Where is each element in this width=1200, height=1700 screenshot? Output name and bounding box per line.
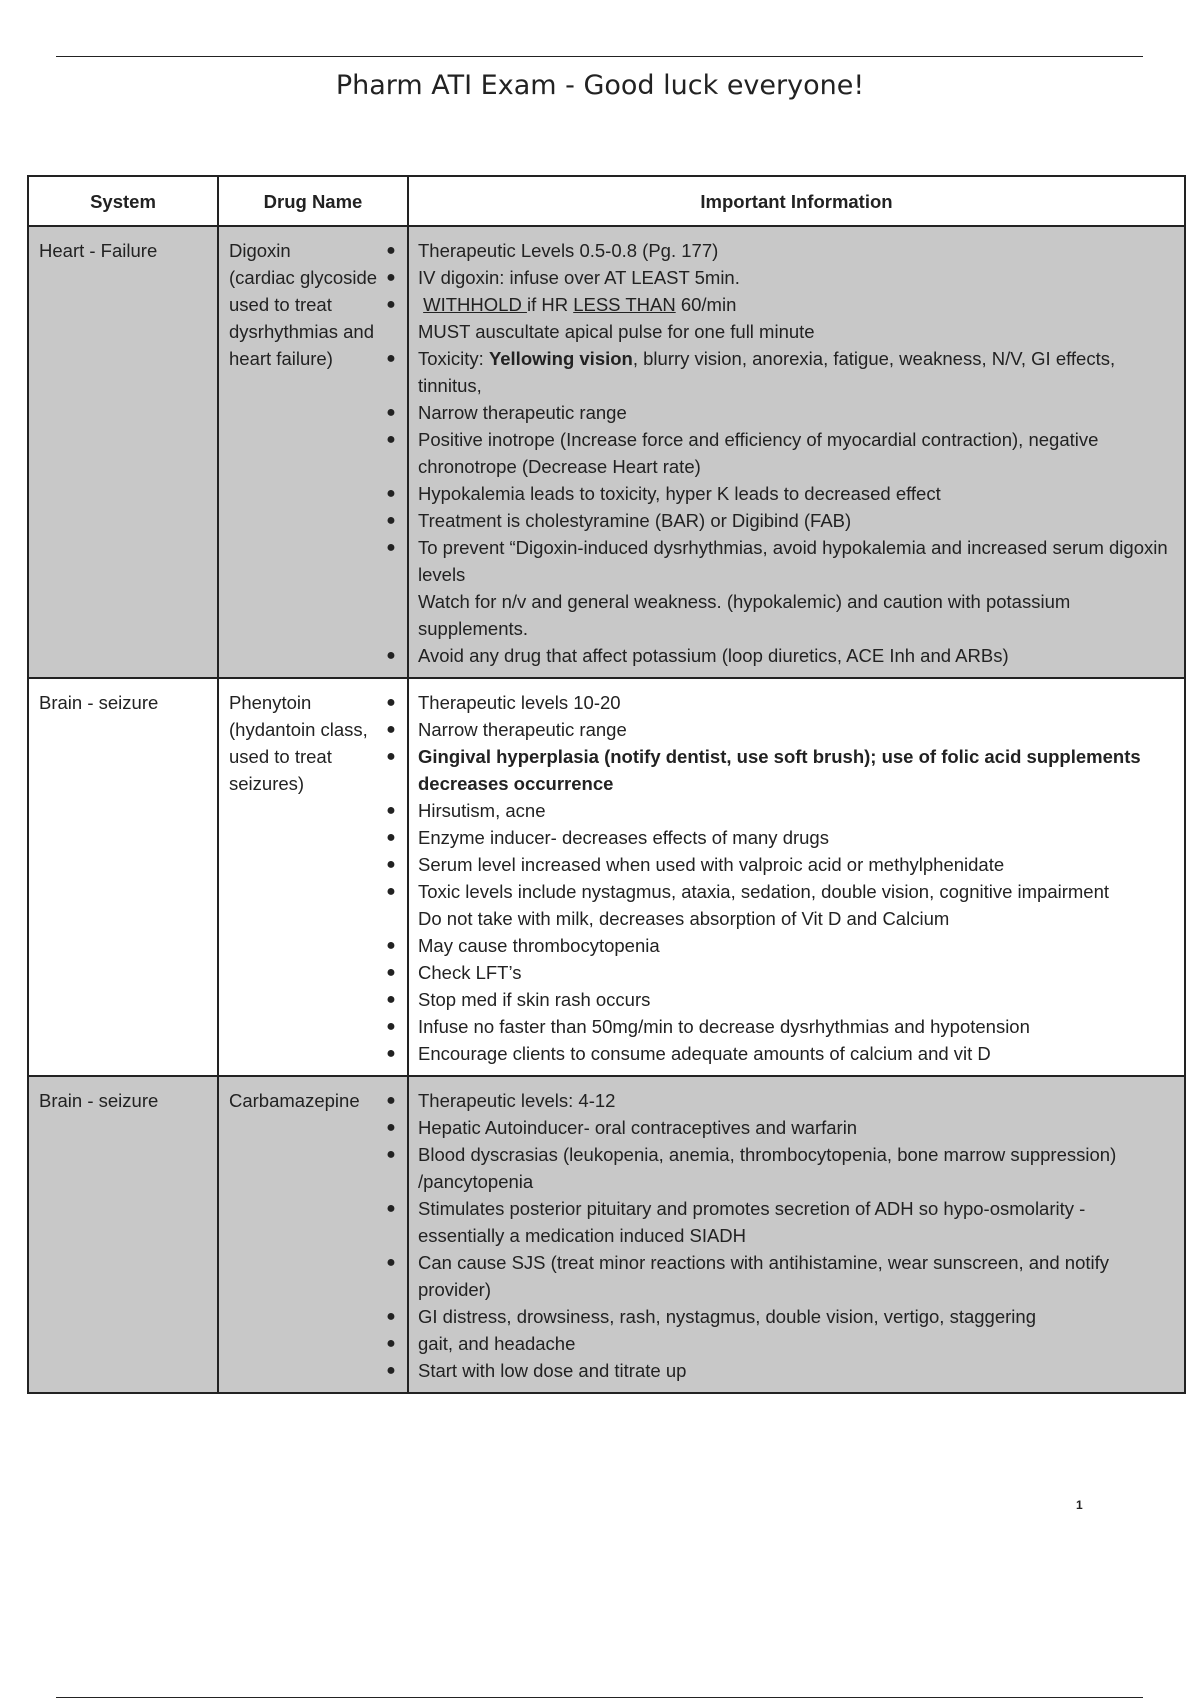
bullet-icon: ● <box>386 748 396 765</box>
info-item: Hirsutism, acne <box>418 800 546 821</box>
bullet-icon: ● <box>386 721 396 738</box>
bullet-icon: ● <box>386 937 396 954</box>
info-item: Stimulates posterior pituitary and promotes secretion of ADH so hypo-osmolarity - essentially a medication induced SIADH <box>418 1198 1086 1246</box>
info-item: MUST auscultate apical pulse for one full minute <box>418 321 815 342</box>
table-row-phenytoin <box>28 678 1185 1076</box>
info-text: if HR <box>526 294 574 315</box>
bullet-icon: ● <box>386 1200 396 1217</box>
drug-line: used to treat <box>229 294 332 315</box>
bullet-icon: ● <box>386 485 396 502</box>
info-item: To prevent “Digoxin-induced dysrhythmias, avoid hypokalemia and increased serum digoxin levels <box>418 537 1168 585</box>
info-text: 60/min <box>675 294 737 315</box>
info-item: Treatment is cholestyramine (BAR) or Digibind (FAB) <box>418 510 852 531</box>
bullet-icon: ● <box>386 512 396 529</box>
drug-line: dysrhythmias and <box>229 321 374 342</box>
drug-line: (cardiac glycoside <box>229 267 378 288</box>
system-cell: Heart - Failure <box>28 226 218 678</box>
info-item: Stop med if skin rash occurs <box>418 989 651 1010</box>
drug-line: Digoxin <box>229 240 291 261</box>
bullet-icon: ● <box>386 694 396 711</box>
drug-line: (hydantoin class, <box>229 719 368 740</box>
bullet-icon: ● <box>386 431 396 448</box>
info-item: Therapeutic Levels 0.5-0.8 (Pg. 177) <box>418 240 719 261</box>
bullet-icon: ● <box>386 991 396 1008</box>
bullet-icon: ● <box>386 1119 396 1136</box>
info-item <box>418 291 1176 318</box>
info-item: Narrow therapeutic range <box>418 719 627 740</box>
bullet-icon: ● <box>386 802 396 819</box>
drug-line: Carbamazepine <box>229 1090 360 1111</box>
info-item: May cause thrombocytopenia <box>418 935 660 956</box>
info-item: Toxic levels include nystagmus, ataxia, sedation, double vision, cognitive impairment <box>418 881 1110 902</box>
bullet-icon: ● <box>386 1146 396 1163</box>
important-info-cell <box>408 1076 1185 1393</box>
bullet-icon: ● <box>386 1308 396 1325</box>
info-item <box>418 345 1176 399</box>
bullet-icon: ● <box>386 1254 396 1271</box>
info-item: Start with low dose and titrate up <box>418 1360 687 1381</box>
info-item: Therapeutic levels 10-20 <box>418 692 621 713</box>
info-item: Do not take with milk, decreases absorption of Vit D and Calcium <box>418 908 950 929</box>
info-item: Gingival hyperplasia (notify dentist, use soft brush); use of folic acid supplements decreases occurrence <box>418 746 1141 794</box>
bullet-icon: ● <box>386 1335 396 1352</box>
bullet-icon: ● <box>386 1362 396 1379</box>
info-item: Blood dyscrasias (leukopenia, anemia, thrombocytopenia, bone marrow suppression) /pancytopenia <box>418 1144 1117 1192</box>
footer-rule <box>56 1697 1143 1698</box>
header-rule <box>56 56 1143 57</box>
info-item: Watch for n/v and general weakness. (hypokalemic) and caution with potassium supplements. <box>418 591 1071 639</box>
info-item: Enzyme inducer- decreases effects of many drugs <box>418 827 829 848</box>
header-system: System <box>28 176 218 226</box>
info-item: GI distress, drowsiness, rash, nystagmus, double vision, vertigo, staggering <box>418 1306 1036 1327</box>
bullet-icon: ● <box>386 539 396 556</box>
bullet-icon: ● <box>386 856 396 873</box>
page-title: Pharm ATI Exam - Good luck everyone! <box>335 70 865 101</box>
info-item: gait, and headache <box>418 1333 576 1354</box>
withhold-text: WITHHOLD <box>423 294 527 315</box>
system-cell: Brain - seizure <box>28 678 218 1076</box>
bullet-icon: ● <box>386 964 396 981</box>
drug-name-cell <box>218 678 408 1076</box>
info-item: Infuse no faster than 50mg/min to decrease dysrhythmias and hypotension <box>418 1016 1030 1037</box>
info-item: Hepatic Autoinducer- oral contraceptives and warfarin <box>418 1117 858 1138</box>
important-info-cell <box>408 678 1185 1076</box>
info-item: Check LFT’s <box>418 962 522 983</box>
header-drug-name: Drug Name <box>218 176 408 226</box>
info-item: Can cause SJS (treat minor reactions with antihistamine, wear sunscreen, and notify provider) <box>418 1252 1109 1300</box>
bullet-icon: ● <box>386 829 396 846</box>
bullet-icon: ● <box>386 296 396 313</box>
header-important-information: Important Information <box>408 176 1185 226</box>
info-item: Avoid any drug that affect potassium (loop diuretics, ACE Inh and ARBs) <box>418 645 1009 666</box>
bullet-icon: ● <box>386 242 396 259</box>
drug-line: Phenytoin <box>229 692 312 713</box>
less-than-text: LESS THAN <box>573 294 676 315</box>
info-item: Encourage clients to consume adequate amounts of calcium and vit D <box>418 1043 991 1064</box>
drug-name-cell <box>218 1076 408 1393</box>
drug-line: heart failure) <box>229 348 333 369</box>
important-info-cell <box>408 226 1185 678</box>
page-number: 1 <box>1076 1498 1083 1512</box>
table-row-digoxin <box>28 226 1185 678</box>
bullet-icon: ● <box>386 269 396 286</box>
info-item: Therapeutic levels: 4-12 <box>418 1090 616 1111</box>
table-header-row <box>28 176 1185 226</box>
drug-line: used to treat <box>229 746 332 767</box>
drug-line: seizures) <box>229 773 305 794</box>
bullet-icon: ● <box>386 647 396 664</box>
drug-name-cell <box>218 226 408 678</box>
yellowing-vision-text: Yellowing vision <box>488 348 633 369</box>
bullet-icon: ● <box>386 1045 396 1062</box>
info-text: Toxicity: <box>418 348 489 369</box>
system-cell: Brain - seizure <box>28 1076 218 1393</box>
bullet-icon: ● <box>386 350 396 367</box>
info-item: Hypokalemia leads to toxicity, hyper K leads to decreased effect <box>418 483 941 504</box>
bullet-icon: ● <box>386 883 396 900</box>
drug-table <box>27 175 1186 1394</box>
info-item: Narrow therapeutic range <box>418 402 627 423</box>
info-item: Serum level increased when used with valproic acid or methylphenidate <box>418 854 1005 875</box>
info-item: Positive inotrope (Increase force and efficiency of myocardial contraction), negative chronotrope (Decrease Heart rate) <box>418 429 1099 477</box>
info-text: , blurry vision, anorexia, fatigue, weakness, N/V, GI effects, tinnitus, <box>418 348 1116 396</box>
info-item: IV digoxin: infuse over AT LEAST 5min. <box>418 267 740 288</box>
bullet-icon: ● <box>386 404 396 421</box>
bullet-icon: ● <box>386 1018 396 1035</box>
table-row-carbamazepine <box>28 1076 1185 1393</box>
bullet-icon: ● <box>386 1092 396 1109</box>
